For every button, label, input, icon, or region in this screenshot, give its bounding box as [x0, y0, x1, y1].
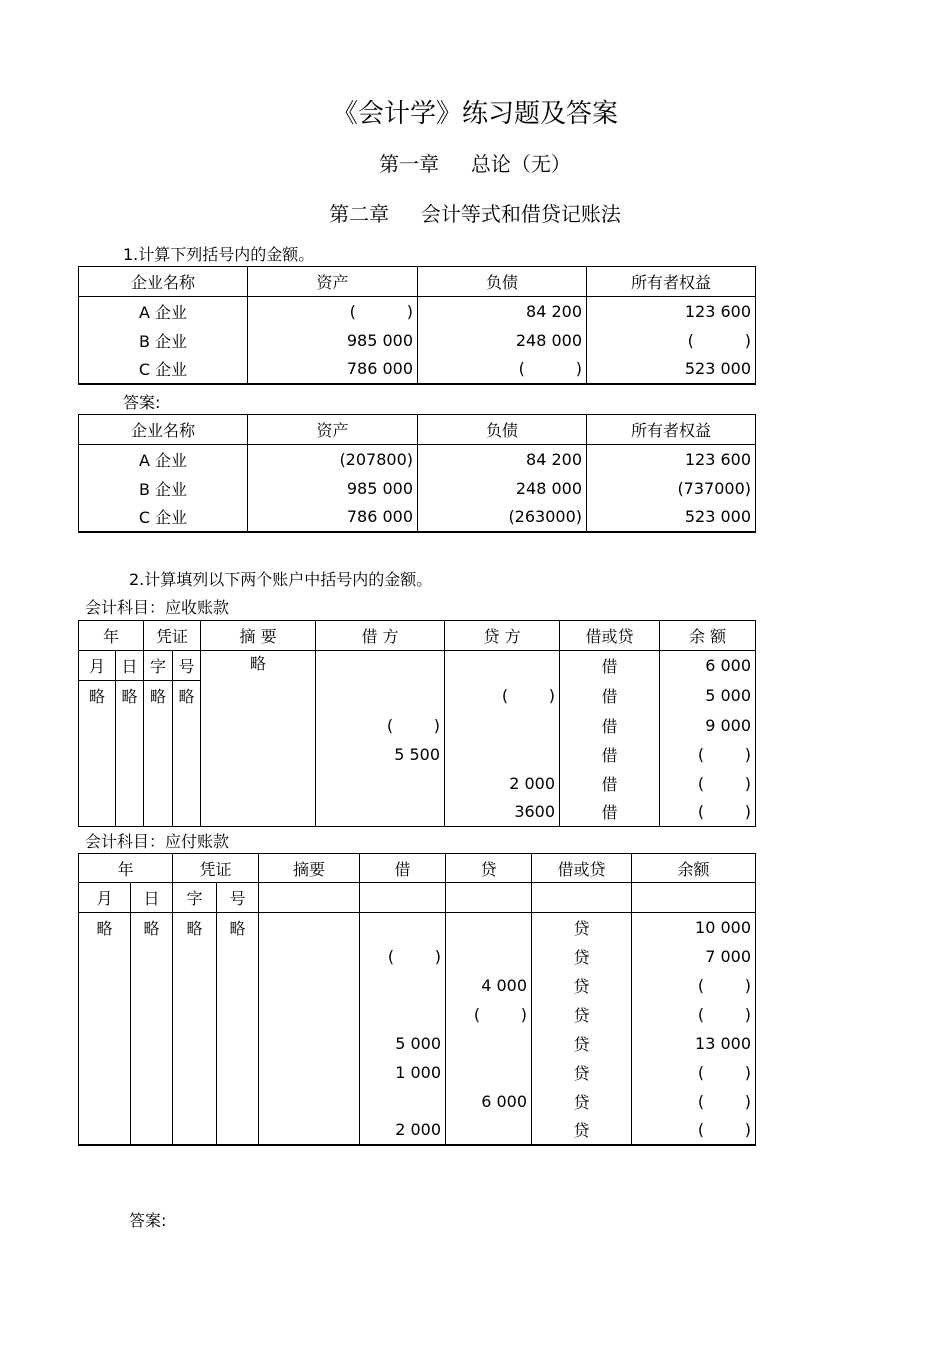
equity-answer-table: [78, 414, 756, 533]
ledger-header-row: [79, 621, 756, 651]
credit-cell: 6 000: [446, 1087, 532, 1116]
table-row: [79, 326, 756, 355]
month-cell: 略: [79, 913, 131, 942]
sub-month: 月: [79, 883, 131, 913]
summary-cell: [201, 681, 316, 711]
day-cell: [116, 769, 144, 798]
header-credit: 贷: [446, 854, 532, 883]
table-row: [79, 651, 756, 681]
header-debit: 借 方: [316, 621, 445, 651]
month-cell: [79, 971, 131, 1000]
document-title: 《会计学》练习题及答案: [331, 99, 618, 129]
company-cell: A 企业: [79, 297, 248, 326]
header-balance: 余 额: [660, 621, 756, 651]
table-row: [79, 971, 756, 1000]
table-row: [79, 1087, 756, 1116]
credit-cell: [446, 1058, 532, 1087]
balance-cell: ( ): [660, 740, 756, 769]
number-cell: [217, 942, 259, 971]
header-year: 年: [79, 621, 144, 651]
credit-cell: 3600: [445, 798, 560, 827]
dc-cell: 贷: [532, 971, 632, 1000]
table-row: [79, 297, 756, 326]
day-cell: [116, 711, 144, 740]
credit-cell: [446, 942, 532, 971]
word-cell: [173, 1058, 217, 1087]
word-cell: [173, 942, 217, 971]
header-company: 企业名称: [79, 267, 248, 297]
summary-cell: [259, 942, 360, 971]
day-cell: [131, 1029, 173, 1058]
number-cell: [217, 1116, 259, 1145]
header-equity: 所有者权益: [587, 267, 756, 297]
sub-word: 字: [173, 883, 217, 913]
word-cell: [173, 971, 217, 1000]
word-cell: [144, 798, 173, 827]
account-2-label: 会计科目：应付账款: [85, 832, 230, 851]
header-assets: 资产: [248, 415, 418, 445]
month-cell: 略: [79, 681, 116, 711]
number-cell: [173, 798, 201, 827]
balance-cell: 9 000: [660, 711, 756, 740]
sub-day: 日: [116, 651, 144, 681]
company-cell: B 企业: [79, 326, 248, 355]
answer-label-1: 答案:: [123, 393, 161, 412]
chapter-one-heading: 第一章 总论（无）: [379, 152, 571, 176]
ledger-header-row: [79, 854, 756, 883]
table-row: [79, 445, 756, 474]
header-assets: 资产: [248, 267, 418, 297]
dc-cell: 贷: [532, 1116, 632, 1145]
equity-cell: (737000): [587, 474, 756, 503]
dc-cell: 贷: [532, 942, 632, 971]
month-cell: [79, 711, 116, 740]
liabilities-cell: 84 200: [418, 445, 587, 474]
number-cell: [173, 740, 201, 769]
assets-cell: 985 000: [248, 326, 418, 355]
company-cell: B 企业: [79, 474, 248, 503]
table-row: [79, 355, 756, 384]
header-company: 企业名称: [79, 415, 248, 445]
summary-cell: [259, 1000, 360, 1029]
table-row: [79, 1058, 756, 1087]
sub-number: 号: [173, 651, 201, 681]
debit-cell: [360, 1087, 446, 1116]
header-summary: 摘要: [259, 854, 360, 883]
header-year: 年: [79, 854, 173, 883]
balance-cell: 7 000: [632, 942, 756, 971]
number-cell: [217, 1000, 259, 1029]
debit-cell: [316, 798, 445, 827]
summary-cell: [259, 1087, 360, 1116]
summary-cell: [259, 971, 360, 1000]
debit-cell: ( ): [316, 711, 445, 740]
balance-cell: ( ): [660, 798, 756, 827]
number-cell: [173, 711, 201, 740]
debit-cell: [316, 651, 445, 681]
header-dc: 借或贷: [560, 621, 660, 651]
liabilities-cell: 248 000: [418, 326, 587, 355]
credit-cell: [446, 1029, 532, 1058]
table-row: [79, 474, 756, 503]
sub-dc-blank: [532, 883, 632, 913]
month-cell: [79, 1087, 131, 1116]
balance-cell: ( ): [632, 1087, 756, 1116]
month-cell: [79, 942, 131, 971]
summary-cell: [259, 1029, 360, 1058]
word-cell: [144, 769, 173, 798]
balance-cell: 5 000: [660, 681, 756, 711]
equity-question-table: [78, 266, 756, 385]
dc-cell: 借: [560, 681, 660, 711]
dc-cell: 贷: [532, 1087, 632, 1116]
debit-cell: [360, 913, 446, 942]
day-cell: [116, 740, 144, 769]
day-cell: [131, 1116, 173, 1145]
debit-cell: 2 000: [360, 1116, 446, 1145]
header-voucher: 凭证: [173, 854, 259, 883]
word-cell: [144, 740, 173, 769]
month-cell: [79, 1116, 131, 1145]
dc-cell: 借: [560, 740, 660, 769]
balance-cell: 6 000: [660, 651, 756, 681]
table-row: [79, 681, 756, 711]
credit-cell: [446, 913, 532, 942]
dc-cell: 贷: [532, 1058, 632, 1087]
credit-cell: ( ): [446, 1000, 532, 1029]
debit-cell: 5 000: [360, 1029, 446, 1058]
sub-credit-blank: [446, 883, 532, 913]
summary-cell: [259, 1116, 360, 1145]
summary-cell: [201, 740, 316, 769]
assets-cell: 985 000: [248, 474, 418, 503]
credit-cell: [446, 1116, 532, 1145]
summary-cell: [201, 711, 316, 740]
dc-cell: 借: [560, 711, 660, 740]
table-row: [79, 1029, 756, 1058]
credit-cell: [445, 651, 560, 681]
sub-month: 月: [79, 651, 116, 681]
sub-debit-blank: [360, 883, 446, 913]
sub-day: 日: [131, 883, 173, 913]
credit-cell: [445, 711, 560, 740]
assets-cell: ( ): [248, 297, 418, 326]
debit-cell: 5 500: [316, 740, 445, 769]
day-cell: [131, 942, 173, 971]
month-cell: [79, 798, 116, 827]
word-cell: [173, 1116, 217, 1145]
question-2-prompt: 2.计算填列以下两个账户中括号内的金额。: [129, 570, 433, 589]
balance-cell: ( ): [632, 971, 756, 1000]
liabilities-cell: (263000): [418, 503, 587, 532]
number-cell: 略: [217, 913, 259, 942]
dc-cell: 贷: [532, 1029, 632, 1058]
word-cell: [173, 1087, 217, 1116]
table-row: [79, 740, 756, 769]
number-cell: 略: [173, 681, 201, 711]
header-dc: 借或贷: [532, 854, 632, 883]
equity-cell: 123 600: [587, 297, 756, 326]
day-cell: [131, 1058, 173, 1087]
credit-cell: ( ): [445, 681, 560, 711]
dc-cell: 借: [560, 769, 660, 798]
account-1-label: 会计科目：应收账款: [85, 598, 230, 617]
table-row: [79, 1000, 756, 1029]
liabilities-cell: 84 200: [418, 297, 587, 326]
header-liabilities: 负债: [418, 415, 587, 445]
receivables-ledger-table: [78, 620, 756, 827]
ledger-subheader-row: [79, 883, 756, 913]
equity-cell: 523 000: [587, 355, 756, 384]
day-cell: [116, 798, 144, 827]
debit-cell: [316, 681, 445, 711]
company-cell: C 企业: [79, 355, 248, 384]
dc-cell: 借: [560, 798, 660, 827]
liabilities-cell: ( ): [418, 355, 587, 384]
payables-ledger-table: [78, 853, 756, 1146]
header-credit: 贷 方: [445, 621, 560, 651]
word-cell: 略: [173, 913, 217, 942]
equity-cell: ( ): [587, 326, 756, 355]
table-row: [79, 503, 756, 532]
debit-cell: [316, 769, 445, 798]
day-cell: [131, 1087, 173, 1116]
equity-cell: 523 000: [587, 503, 756, 532]
chapter-two-heading: 第二章 会计等式和借贷记账法: [329, 202, 621, 226]
day-cell: [131, 1000, 173, 1029]
balance-cell: 10 000: [632, 913, 756, 942]
balance-cell: ( ): [632, 1058, 756, 1087]
sub-summary-blank: [259, 883, 360, 913]
summary-cell: [259, 1058, 360, 1087]
month-cell: [79, 1058, 131, 1087]
summary-cell: [201, 798, 316, 827]
company-cell: C 企业: [79, 503, 248, 532]
dc-cell: 贷: [532, 1000, 632, 1029]
debit-cell: [360, 971, 446, 1000]
liabilities-cell: 248 000: [418, 474, 587, 503]
table-row: [79, 1116, 756, 1145]
balance-cell: 13 000: [632, 1029, 756, 1058]
sub-number: 号: [217, 883, 259, 913]
day-cell: 略: [131, 913, 173, 942]
balance-cell: ( ): [632, 1116, 756, 1145]
question-1-prompt: 1.计算下列括号内的金额。: [123, 245, 315, 264]
header-balance: 余额: [632, 854, 756, 883]
number-cell: [173, 769, 201, 798]
table-row: [79, 769, 756, 798]
debit-cell: ( ): [360, 942, 446, 971]
debit-cell: [360, 1000, 446, 1029]
word-cell: [144, 711, 173, 740]
assets-cell: (207800): [248, 445, 418, 474]
credit-cell: 4 000: [446, 971, 532, 1000]
month-cell: [79, 769, 116, 798]
header-liabilities: 负债: [418, 267, 587, 297]
dc-cell: 借: [560, 651, 660, 681]
number-cell: [217, 1058, 259, 1087]
assets-cell: 786 000: [248, 503, 418, 532]
sub-word: 字: [144, 651, 173, 681]
sub-balance-blank: [632, 883, 756, 913]
dc-cell: 贷: [532, 913, 632, 942]
header-equity: 所有者权益: [587, 415, 756, 445]
credit-cell: 2 000: [445, 769, 560, 798]
word-cell: [173, 1000, 217, 1029]
number-cell: [217, 1029, 259, 1058]
month-cell: [79, 1029, 131, 1058]
debit-cell: 1 000: [360, 1058, 446, 1087]
header-debit: 借: [360, 854, 446, 883]
word-cell: [173, 1029, 217, 1058]
table-row: [79, 913, 756, 942]
day-cell: [131, 971, 173, 1000]
assets-cell: 786 000: [248, 355, 418, 384]
number-cell: [217, 1087, 259, 1116]
table-header-row: [79, 415, 756, 445]
day-cell: 略: [116, 681, 144, 711]
month-cell: [79, 740, 116, 769]
company-cell: A 企业: [79, 445, 248, 474]
summary-cell: [201, 769, 316, 798]
header-summary: 摘 要: [201, 621, 316, 651]
number-cell: [217, 971, 259, 1000]
table-header-row: [79, 267, 756, 297]
equity-cell: 123 600: [587, 445, 756, 474]
balance-cell: ( ): [660, 769, 756, 798]
summary-cell: [259, 913, 360, 942]
table-row: [79, 711, 756, 740]
table-row: [79, 798, 756, 827]
answer-label-2: 答案:: [129, 1211, 167, 1230]
word-cell: 略: [144, 681, 173, 711]
month-cell: [79, 1000, 131, 1029]
table-row: [79, 942, 756, 971]
credit-cell: [445, 740, 560, 769]
summary-cell: 略: [201, 651, 316, 681]
balance-cell: ( ): [632, 1000, 756, 1029]
header-voucher: 凭证: [144, 621, 201, 651]
